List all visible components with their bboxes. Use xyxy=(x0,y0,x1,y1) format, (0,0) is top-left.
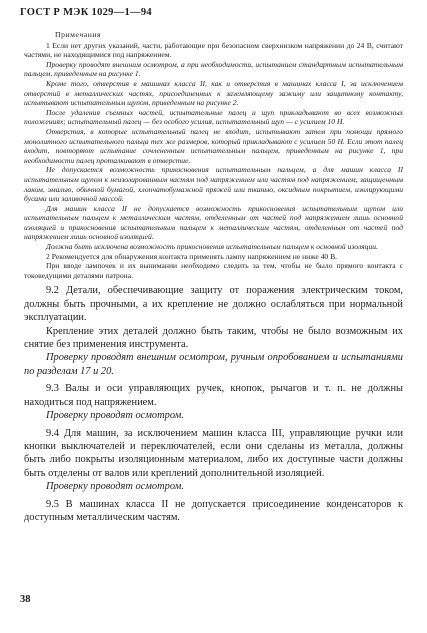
note-lamp-handling: При вводе лампочек и их вынимании необходимо следить за тем, чтобы не было прямого контакта с токоведущими деталями патрона. xyxy=(24,261,403,280)
section-9-2-check: Проверку проводят внешним осмотром, ручным опробованием и испытаниями по разделам 17 и 20. xyxy=(24,352,403,377)
notes-caption: Примечания xyxy=(55,30,102,39)
note-paragraph-probe: Кроме того, отверстия в машинах класса II, как и отверстия в машинах класса I, за исключением отверстий в металлических частях, присоединенных к заземляющему зажиму или защитному контакту, испытывают испытательным щупом, приведенным на рисунке 2. xyxy=(24,78,403,108)
section-9-3-check: Проверку проводят осмотром. xyxy=(46,410,184,422)
note-1: 1 Если нет других указаний, части, работающие при безопасном сверхнизком напряжении до 24 В, считают частями, не находящимися под напряжением. xyxy=(24,40,403,60)
page-number: 38 xyxy=(20,594,31,605)
notes-block xyxy=(24,30,403,280)
note-2: 2 Рекомендуется для обнаружения контакта применять лампу напряжением не ниже 40 В. xyxy=(46,251,338,261)
section-9-2-fastening: Крепление этих деталей должно быть таким, чтобы не было возможным их снятие без применения инструмента. xyxy=(24,325,403,351)
section-9-5: 9.5 В машинах класса II не допускается присоединение конденсаторов к доступным металлическим частям. xyxy=(24,498,403,523)
note-1-check: Проверку проводят внешним осмотром, а при необходимости, испытанием стандартным испытательным пальцем, приведенным на рисунке 1. xyxy=(24,59,403,79)
section-9-3: 9.3 Валы и оси управляющих ручек, кнопок, рычагов и т. п. не должны находиться под напряжением. xyxy=(24,383,403,408)
note-paragraph-contact: Не допускается возможность прикосновения испытательным пальцем, а для машин класса II испытательным щупом к неизолированным частям под напряжением или частям под напряжением, защищенным лаком, эмалью, обычной бумагой, хлопчатобумажной пряжей или тканью, оксидным покрытием, изолирующими бусами или заливочной массой. xyxy=(24,165,403,204)
standard-header: ГОСТ Р МЭК 1029—1—94 xyxy=(20,7,152,18)
note-paragraph-openings: Отверстия, в которые испытательный палец не входит, испытывают затем при помощи прямого монолитного испытательного пальца тех же размеров, который прикладывают с усилием 50 Н. Если этот палец входит, повторяют испытание сочлененным испытательным пальцем, приведенным на рисунке 1, при необходимости палец проталкивают в отверстие. xyxy=(24,126,403,165)
note-paragraph-force: После удаления съемных частей, испытательные палец и щуп прикладывают во всех возможных положениях; испытательный палец — без особого усилия, испытательный щуп — с усилием 10 Н. xyxy=(24,107,403,127)
main-text xyxy=(24,284,403,524)
note-paragraph-class2: Для машин класса II не допускается возможность прикосновения испытательным щупом или испытательным пальцем к металлическим частям, отделенным от частей под напряжением лишь основной изоляцией и прикосновения испытательным пальцем к металлическим частям, отделенным от частей под напряжением лишь основной изоляцией. xyxy=(24,203,403,242)
note-paragraph-insulation: Должна быть исключена возможность прикосновения испытательным пальцем к основной изоляции. xyxy=(46,242,378,252)
section-9-4: 9.4 Для машин, за исключением машин класса III, управляющие ручки или кнопки выключателей и переключателей, если они сделаны из металла, должны быть либо покрыты изоляционным материалом, либо их доступные части должны быть отделены от валов или креплений дополнительной изоляцией. xyxy=(24,427,403,479)
section-9-2: 9.2 Детали, обеспечивающие защиту от поражения электрическим током, должны быть прочными, а их крепление не должно ослабляться при нормальной эксплуатации. xyxy=(24,285,403,324)
section-9-4-check: Проверку проводят осмотром. xyxy=(46,481,184,493)
